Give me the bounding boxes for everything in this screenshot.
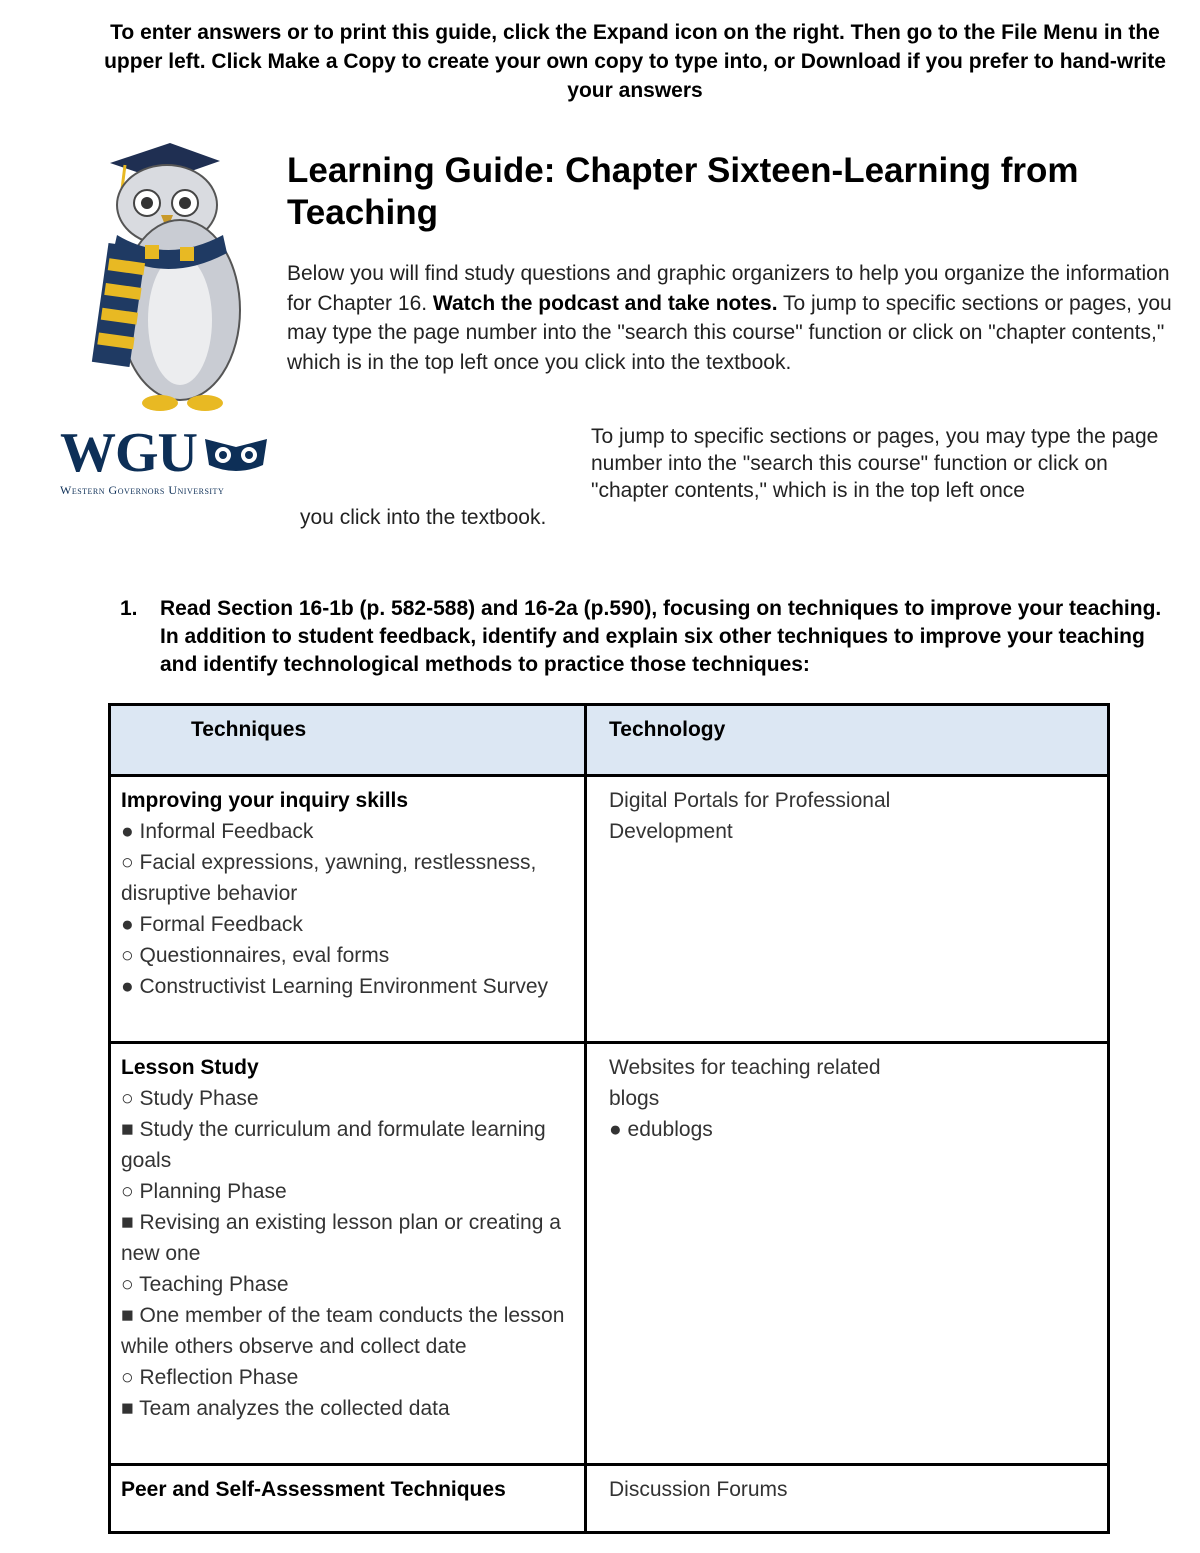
list-item: ■ Revising an existing lesson plan or creating a new one [121,1211,561,1265]
table-header-row [110,705,1109,776]
technology-cell[interactable] [586,776,1109,1043]
table-row [110,1465,1109,1533]
list-item: ○ Reflection Phase [121,1366,299,1389]
intro-bold: Watch the podcast and take notes. [432,291,778,315]
list-item: Discussion Forums [609,1478,788,1501]
university-name: Western Governors University [60,483,225,497]
list-item: ● edublogs [609,1118,713,1141]
list-item: ■ Team analyzes the collected data [121,1397,450,1420]
intro-paragraph [287,259,1177,377]
list-item: ○ Study Phase [121,1087,259,1110]
owl-graduate-icon [55,135,285,425]
technology-cell[interactable] [586,1043,1109,1465]
list-item: Websites for teaching related blogs [609,1056,881,1110]
wgu-wordmark: WGU [60,422,197,484]
technique-cell[interactable] [110,1465,586,1533]
jump-paragraph [300,423,1180,531]
jump-text-tail: you click into the textbook. [300,506,547,529]
list-item: ● Informal Feedback [121,820,314,843]
header-techniques: Techniques [110,705,586,776]
list-item: ○ Questionnaires, eval forms [121,944,390,967]
techniques-table [108,703,1110,1534]
jump-text-block: To jump to specific sections or pages, you may type the page number into the "search this course" function or click on "chapter contents," which is in the top left once [591,425,1159,502]
technique-title: Peer and Self-Assessment Techniques [121,1478,506,1501]
page-title: Learning Guide: Chapter Sixteen-Learning from Teaching [287,151,1079,232]
list-item: ● Formal Feedback [121,913,303,936]
header-technology: Technology [586,705,1109,776]
intro-text-1: Below you will find study questions and graphic organizers to help you organize the information for Chapter 16. [287,262,1170,315]
list-item: ○ Facial expressions, yawning, restlessness, disruptive behavior [121,851,537,905]
list-item: Digital Portals for Professional Development [609,789,891,843]
technique-cell[interactable] [110,776,586,1043]
table-row [110,1043,1109,1465]
owl-eyes-icon [203,433,269,473]
technique-title: Lesson Study [121,1056,259,1079]
instructions-banner: To enter answers or to print this guide, click the Expand icon on the right. Then go to the File Menu in the upper left. Click Make a Copy to create your own copy to type into, or Download if you prefer to hand-write your answers [104,21,1166,102]
question-number: 1. [120,597,138,620]
technology-cell[interactable] [586,1465,1109,1533]
table-row [110,776,1109,1043]
list-item: ○ Teaching Phase [121,1273,289,1296]
technique-title: Improving your inquiry skills [121,789,409,812]
list-item: ■ One member of the team conducts the lesson while others observe and collect date [121,1304,565,1358]
list-item: ● Constructivist Learning Environment Survey [121,975,549,998]
wgu-logo [60,422,285,498]
question-1 [120,595,1180,679]
question-text: Read Section 16-1b (p. 582-588) and 16-2a (p.590), focusing on techniques to improve your teaching. In addition to student feedback, identify and explain six other techniques to improve your teaching and identify technological methods to practice those techniques: [160,597,1162,676]
intro-text-2: To jump to specific sections or pages, you may type the page number into the "search this course" function or click on "chapter contents," which is in the top left once you click into the textbook. [287,291,1172,374]
list-item: ○ Planning Phase [121,1180,287,1203]
technique-cell[interactable] [110,1043,586,1465]
list-item: ■ Study the curriculum and formulate learning goals [121,1118,546,1172]
